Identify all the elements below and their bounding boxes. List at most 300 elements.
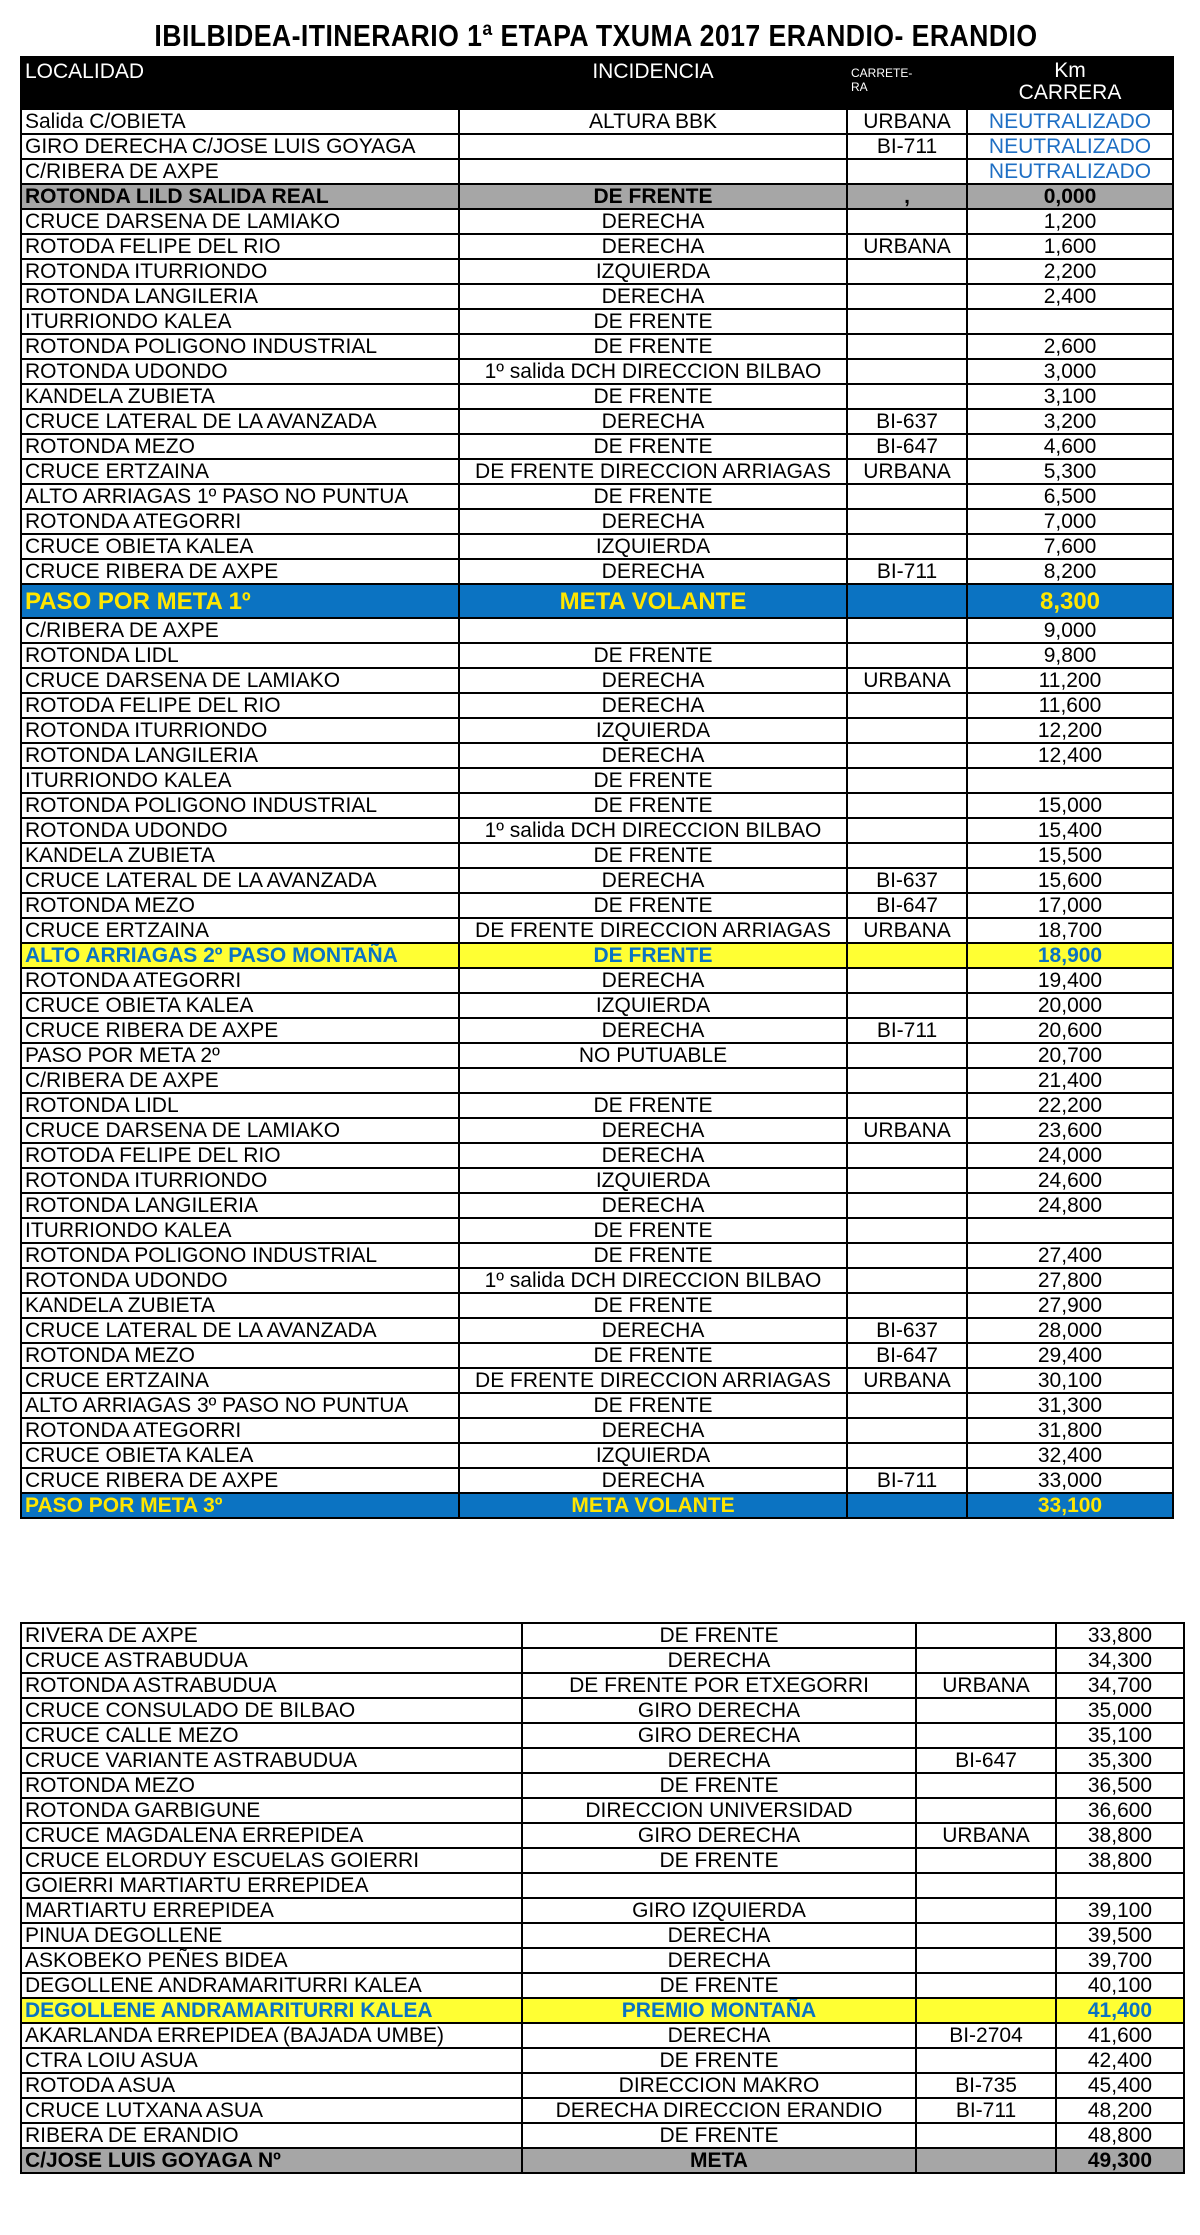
cell-km: 49,300 — [1056, 2148, 1184, 2173]
cell-km: 40,100 — [1056, 1973, 1184, 1998]
cell-km: 18,700 — [967, 918, 1173, 943]
cell-incidencia — [459, 159, 847, 184]
cell-localidad: ROTONDA POLIGONO INDUSTRIAL — [21, 1243, 459, 1268]
cell-localidad: ROTONDA MEZO — [21, 893, 459, 918]
cell-km: 1,600 — [967, 234, 1173, 259]
cell-incidencia: DE FRENTE — [459, 1243, 847, 1268]
cell-carretera — [847, 643, 967, 668]
table-row — [21, 2048, 1184, 2073]
cell-carretera: URBANA — [847, 109, 967, 134]
cell-incidencia — [459, 1068, 847, 1093]
cell-carretera — [916, 1773, 1056, 1798]
cell-carretera: BI-711 — [847, 1018, 967, 1043]
cell-carretera: BI-637 — [847, 1318, 967, 1343]
cell-localidad: ITURRIONDO KALEA — [21, 768, 459, 793]
cell-carretera: BI-711 — [847, 1468, 967, 1493]
cell-carretera: , — [847, 184, 967, 209]
table-row — [21, 868, 1173, 893]
cell-incidencia: DE FRENTE POR ETXEGORRI — [522, 1673, 916, 1698]
cell-km: 48,800 — [1056, 2123, 1184, 2148]
table-row — [21, 1723, 1184, 1748]
cell-localidad: CRUCE LUTXANA ASUA — [21, 2098, 522, 2123]
cell-carretera — [847, 334, 967, 359]
cell-localidad: PASO POR META 2º — [21, 1043, 459, 1068]
cell-incidencia: DERECHA — [522, 1648, 916, 1673]
cell-incidencia: DE FRENTE — [459, 334, 847, 359]
table-row — [21, 943, 1173, 968]
table-row — [21, 1168, 1173, 1193]
table-row — [21, 818, 1173, 843]
table-row — [21, 134, 1173, 159]
table-row — [21, 559, 1173, 584]
cell-carretera — [847, 209, 967, 234]
cell-localidad: ALTO ARRIAGAS 2º PASO MONTAÑA — [21, 943, 459, 968]
cell-localidad: CRUCE VARIANTE ASTRABUDUA — [21, 1748, 522, 1773]
table-row — [21, 1998, 1184, 2023]
table-row — [21, 1748, 1184, 1773]
cell-incidencia: IZQUIERDA — [459, 1443, 847, 1468]
cell-carretera — [916, 1973, 1056, 1998]
cell-km: 6,500 — [967, 484, 1173, 509]
cell-km: NEUTRALIZADO — [967, 159, 1173, 184]
cell-incidencia: DE FRENTE DIRECCION ARRIAGAS — [459, 459, 847, 484]
cell-carretera — [916, 1848, 1056, 1873]
cell-km: 35,000 — [1056, 1698, 1184, 1723]
cell-km: 27,400 — [967, 1243, 1173, 1268]
cell-incidencia: IZQUIERDA — [459, 534, 847, 559]
table-row — [21, 843, 1173, 868]
cell-incidencia: META VOLANTE — [459, 1493, 847, 1518]
cell-incidencia: DE FRENTE — [522, 2048, 916, 2073]
cell-localidad: CRUCE LATERAL DE LA AVANZADA — [21, 868, 459, 893]
cell-carretera — [916, 2048, 1056, 2073]
cell-km: 38,800 — [1056, 1848, 1184, 1873]
cell-carretera — [847, 718, 967, 743]
cell-km: 27,900 — [967, 1293, 1173, 1318]
cell-carretera: URBANA — [847, 234, 967, 259]
cell-km: 23,600 — [967, 1118, 1173, 1143]
cell-km: 28,000 — [967, 1318, 1173, 1343]
cell-localidad: ROTODA FELIPE DEL RIO — [21, 693, 459, 718]
cell-km: 7,600 — [967, 534, 1173, 559]
cell-incidencia: DERECHA — [459, 868, 847, 893]
cell-localidad: ROTODA FELIPE DEL RIO — [21, 1143, 459, 1168]
cell-carretera: BI-711 — [916, 2098, 1056, 2123]
cell-incidencia: DE FRENTE — [459, 1393, 847, 1418]
cell-km: 8,200 — [967, 559, 1173, 584]
cell-incidencia: DE FRENTE — [522, 2123, 916, 2148]
cell-incidencia: META VOLANTE — [459, 584, 847, 618]
cell-incidencia: DE FRENTE — [522, 1848, 916, 1873]
cell-incidencia — [459, 134, 847, 159]
cell-km: 3,000 — [967, 359, 1173, 384]
table-row — [21, 484, 1173, 509]
itinerary-table — [20, 56, 1174, 1519]
cell-incidencia: DE FRENTE DIRECCION ARRIAGAS — [459, 1368, 847, 1393]
table-row — [21, 1018, 1173, 1043]
table-row — [21, 1068, 1173, 1093]
cell-km — [967, 1218, 1173, 1243]
cell-localidad: ROTONDA ATEGORRI — [21, 1418, 459, 1443]
header-localidad: LOCALIDAD — [21, 57, 459, 109]
cell-km: 24,800 — [967, 1193, 1173, 1218]
table-row — [21, 1873, 1184, 1898]
cell-localidad: ROTODA ASUA — [21, 2073, 522, 2098]
cell-km: 22,200 — [967, 1093, 1173, 1118]
cell-localidad: ROTONDA MEZO — [21, 1343, 459, 1368]
cell-carretera — [847, 484, 967, 509]
cell-localidad: MARTIARTU ERREPIDEA — [21, 1898, 522, 1923]
cell-localidad: ROTONDA ATEGORRI — [21, 509, 459, 534]
table-row — [21, 109, 1173, 134]
cell-km: 18,900 — [967, 943, 1173, 968]
cell-km: 9,000 — [967, 618, 1173, 643]
cell-incidencia: DERECHA — [459, 1318, 847, 1343]
cell-localidad: Salida C/OBIETA — [21, 109, 459, 134]
cell-carretera — [847, 584, 967, 618]
cell-incidencia: DE FRENTE — [459, 1218, 847, 1243]
cell-carretera — [916, 1698, 1056, 1723]
cell-incidencia: DE FRENTE — [459, 643, 847, 668]
cell-localidad: ROTONDA MEZO — [21, 434, 459, 459]
cell-incidencia: DERECHA — [459, 284, 847, 309]
cell-km: 30,100 — [967, 1368, 1173, 1393]
cell-km: 20,000 — [967, 993, 1173, 1018]
cell-localidad: CRUCE ASTRABUDUA — [21, 1648, 522, 1673]
cell-km: 15,400 — [967, 818, 1173, 843]
cell-localidad: CRUCE RIBERA DE AXPE — [21, 1018, 459, 1043]
cell-carretera — [847, 1093, 967, 1118]
cell-carretera — [847, 309, 967, 334]
cell-incidencia: IZQUIERDA — [459, 993, 847, 1018]
cell-carretera: URBANA — [847, 668, 967, 693]
table-row — [21, 434, 1173, 459]
cell-km: 33,800 — [1056, 1623, 1184, 1648]
cell-incidencia: 1º salida DCH DIRECCION BILBAO — [459, 818, 847, 843]
cell-carretera — [847, 1068, 967, 1093]
cell-incidencia: DERECHA — [522, 2023, 916, 2048]
cell-incidencia: DE FRENTE — [459, 434, 847, 459]
cell-incidencia — [522, 1873, 916, 1898]
cell-km: 7,000 — [967, 509, 1173, 534]
cell-localidad: RIBERA DE ERANDIO — [21, 2123, 522, 2148]
table-row — [21, 1848, 1184, 1873]
cell-localidad: DEGOLLENE ANDRAMARITURRI KALEA — [21, 1998, 522, 2023]
cell-km: 20,700 — [967, 1043, 1173, 1068]
cell-localidad: CRUCE DARSENA DE LAMIAKO — [21, 1118, 459, 1143]
cell-localidad: ROTONDA GARBIGUNE — [21, 1798, 522, 1823]
cell-localidad: ROTONDA LANGILERIA — [21, 284, 459, 309]
cell-localidad: ROTONDA UDONDO — [21, 1268, 459, 1293]
table-row — [21, 359, 1173, 384]
table-row — [21, 618, 1173, 643]
cell-carretera — [847, 534, 967, 559]
cell-carretera — [847, 1243, 967, 1268]
cell-carretera — [916, 1873, 1056, 1898]
table-row — [21, 259, 1173, 284]
table-row — [21, 409, 1173, 434]
cell-km: 27,800 — [967, 1268, 1173, 1293]
cell-carretera — [847, 843, 967, 868]
cell-localidad: ROTONDA UDONDO — [21, 818, 459, 843]
cell-km: 35,300 — [1056, 1748, 1184, 1773]
cell-localidad: C/RIBERA DE AXPE — [21, 1068, 459, 1093]
cell-km: 34,300 — [1056, 1648, 1184, 1673]
cell-localidad: C/RIBERA DE AXPE — [21, 159, 459, 184]
table-row — [21, 1673, 1184, 1698]
cell-km: 2,400 — [967, 284, 1173, 309]
cell-incidencia: DERECHA — [459, 1418, 847, 1443]
cell-localidad: DEGOLLENE ANDRAMARITURRI KALEA — [21, 1973, 522, 1998]
page-title: IBILBIDEA-ITINERARIO 1ª ETAPA TXUMA 2017 ERANDIO- ERANDIO — [154, 18, 1038, 53]
cell-incidencia: DERECHA — [459, 559, 847, 584]
cell-incidencia: DERECHA — [459, 234, 847, 259]
cell-km: 35,100 — [1056, 1723, 1184, 1748]
cell-carretera — [916, 1998, 1056, 2023]
cell-localidad: CTRA LOIU ASUA — [21, 2048, 522, 2073]
cell-incidencia: DE FRENTE — [459, 309, 847, 334]
cell-incidencia: DE FRENTE — [522, 1773, 916, 1798]
table-row — [21, 159, 1173, 184]
cell-localidad: ROTONDA ITURRIONDO — [21, 718, 459, 743]
cell-localidad: CRUCE RIBERA DE AXPE — [21, 1468, 459, 1493]
cell-km: 24,600 — [967, 1168, 1173, 1193]
table-row — [21, 1648, 1184, 1673]
cell-carretera — [847, 768, 967, 793]
cell-km: 17,000 — [967, 893, 1173, 918]
cell-localidad: KANDELA ZUBIETA — [21, 843, 459, 868]
cell-incidencia: GIRO DERECHA — [522, 1823, 916, 1848]
cell-incidencia: DERECHA — [459, 209, 847, 234]
cell-km: 12,200 — [967, 718, 1173, 743]
cell-carretera — [847, 943, 967, 968]
cell-carretera — [847, 259, 967, 284]
cell-km: 36,600 — [1056, 1798, 1184, 1823]
table-row — [21, 1443, 1173, 1468]
cell-incidencia: IZQUIERDA — [459, 259, 847, 284]
cell-km: 11,200 — [967, 668, 1173, 693]
cell-incidencia: DE FRENTE — [459, 384, 847, 409]
table-row — [21, 643, 1173, 668]
table-row — [21, 2148, 1184, 2173]
cell-km: 34,700 — [1056, 1673, 1184, 1698]
cell-incidencia: IZQUIERDA — [459, 1168, 847, 1193]
cell-incidencia: DE FRENTE — [459, 768, 847, 793]
cell-localidad: ASKOBEKO PEÑES BIDEA — [21, 1948, 522, 1973]
cell-localidad: RIVERA DE AXPE — [21, 1623, 522, 1648]
cell-carretera: BI-647 — [916, 1748, 1056, 1773]
table-row — [21, 793, 1173, 818]
cell-km: 1,200 — [967, 209, 1173, 234]
cell-incidencia: DE FRENTE — [459, 1293, 847, 1318]
cell-incidencia: DERECHA — [522, 1748, 916, 1773]
cell-incidencia: DE FRENTE — [522, 1623, 916, 1648]
cell-carretera — [916, 2123, 1056, 2148]
cell-localidad: CRUCE ELORDUY ESCUELAS GOIERRI — [21, 1848, 522, 1873]
table-row — [21, 1898, 1184, 1923]
cell-incidencia: DERECHA — [459, 743, 847, 768]
cell-km: 9,800 — [967, 643, 1173, 668]
cell-carretera — [847, 1493, 967, 1518]
cell-localidad: ROTONDA ITURRIONDO — [21, 1168, 459, 1193]
cell-km: 24,000 — [967, 1143, 1173, 1168]
cell-localidad: GIRO DERECHA C/JOSE LUIS GOYAGA — [21, 134, 459, 159]
table-row — [21, 584, 1173, 618]
cell-localidad: KANDELA ZUBIETA — [21, 384, 459, 409]
cell-carretera — [847, 1418, 967, 1443]
table-row — [21, 768, 1173, 793]
cell-carretera: BI-647 — [847, 1343, 967, 1368]
header-km — [967, 57, 1173, 109]
cell-incidencia: DERECHA — [459, 1143, 847, 1168]
cell-carretera — [847, 1293, 967, 1318]
cell-incidencia: DERECHA — [522, 1948, 916, 1973]
table-row — [21, 1698, 1184, 1723]
cell-incidencia: DE FRENTE — [459, 793, 847, 818]
table-row — [21, 743, 1173, 768]
cell-localidad: ROTONDA LIDL — [21, 1093, 459, 1118]
cell-localidad: PASO POR META 3º — [21, 1493, 459, 1518]
cell-localidad: ROTONDA LILD SALIDA REAL — [21, 184, 459, 209]
cell-carretera: BI-647 — [847, 893, 967, 918]
header-carretera-line1: CARRETE- — [851, 66, 913, 80]
cell-carretera: URBANA — [916, 1823, 1056, 1848]
cell-km: 38,800 — [1056, 1823, 1184, 1848]
table-row — [21, 1318, 1173, 1343]
cell-incidencia: DERECHA — [459, 668, 847, 693]
cell-carretera — [916, 1923, 1056, 1948]
cell-localidad: ITURRIONDO KALEA — [21, 1218, 459, 1243]
cell-carretera: BI-711 — [847, 134, 967, 159]
table-row — [21, 2098, 1184, 2123]
cell-carretera: BI-637 — [847, 409, 967, 434]
cell-localidad: ALTO ARRIAGAS 1º PASO NO PUNTUA — [21, 484, 459, 509]
cell-localidad: PASO POR META 1º — [21, 584, 459, 618]
table-row — [21, 1948, 1184, 1973]
cell-carretera — [847, 359, 967, 384]
table-row — [21, 1043, 1173, 1068]
cell-localidad: ROTONDA MEZO — [21, 1773, 522, 1798]
cell-incidencia: GIRO DERECHA — [522, 1723, 916, 1748]
cell-localidad: ROTONDA ATEGORRI — [21, 968, 459, 993]
header-km-line1: Km — [1054, 59, 1086, 82]
table-row — [21, 284, 1173, 309]
cell-km: 39,500 — [1056, 1923, 1184, 1948]
cell-localidad: GOIERRI MARTIARTU ERREPIDEA — [21, 1873, 522, 1898]
cell-incidencia: GIRO DERECHA — [522, 1698, 916, 1723]
header-carretera-line2: RA — [851, 80, 868, 94]
cell-carretera — [847, 1443, 967, 1468]
cell-km: 3,100 — [967, 384, 1173, 409]
cell-km — [1056, 1873, 1184, 1898]
cell-km: 41,600 — [1056, 2023, 1184, 2048]
cell-carretera — [916, 1798, 1056, 1823]
cell-km: 33,100 — [967, 1493, 1173, 1518]
cell-km: 12,400 — [967, 743, 1173, 768]
cell-localidad: CRUCE RIBERA DE AXPE — [21, 559, 459, 584]
cell-carretera — [916, 1623, 1056, 1648]
cell-incidencia: DE FRENTE — [459, 943, 847, 968]
table-row — [21, 1093, 1173, 1118]
cell-localidad: PINUA DEGOLLENE — [21, 1923, 522, 1948]
cell-localidad: ROTONDA POLIGONO INDUSTRIAL — [21, 793, 459, 818]
cell-incidencia: DERECHA — [459, 1468, 847, 1493]
cell-incidencia: DE FRENTE — [459, 893, 847, 918]
cell-km — [967, 768, 1173, 793]
cell-carretera — [847, 993, 967, 1018]
table-row — [21, 534, 1173, 559]
table-row — [21, 1393, 1173, 1418]
cell-km: 15,600 — [967, 868, 1173, 893]
cell-incidencia: NO PUTUABLE — [459, 1043, 847, 1068]
cell-incidencia: DERECHA — [459, 509, 847, 534]
cell-carretera — [847, 1168, 967, 1193]
cell-km: 4,600 — [967, 434, 1173, 459]
cell-carretera — [847, 693, 967, 718]
cell-km: 39,700 — [1056, 1948, 1184, 1973]
header-carretera — [847, 57, 967, 109]
cell-localidad: CRUCE OBIETA KALEA — [21, 1443, 459, 1468]
cell-carretera — [916, 2148, 1056, 2173]
cell-km: NEUTRALIZADO — [967, 134, 1173, 159]
cell-incidencia: DERECHA — [459, 1018, 847, 1043]
cell-km: 33,000 — [967, 1468, 1173, 1493]
cell-km: 15,500 — [967, 843, 1173, 868]
cell-localidad: CRUCE DARSENA DE LAMIAKO — [21, 668, 459, 693]
cell-incidencia: 1º salida DCH DIRECCION BILBAO — [459, 1268, 847, 1293]
cell-km: 3,200 — [967, 409, 1173, 434]
cell-localidad: ROTONDA LIDL — [21, 643, 459, 668]
cell-km: 29,400 — [967, 1343, 1173, 1368]
cell-incidencia: DE FRENTE — [459, 1343, 847, 1368]
cell-km: 31,800 — [967, 1418, 1173, 1443]
cell-carretera: URBANA — [916, 1673, 1056, 1698]
cell-incidencia: IZQUIERDA — [459, 718, 847, 743]
cell-carretera: URBANA — [847, 459, 967, 484]
table-row — [21, 2073, 1184, 2098]
table-row — [21, 893, 1173, 918]
cell-localidad: ROTONDA ITURRIONDO — [21, 259, 459, 284]
table-row — [21, 1468, 1173, 1493]
cell-incidencia: META — [522, 2148, 916, 2173]
cell-km: 5,300 — [967, 459, 1173, 484]
cell-localidad: C/JOSE LUIS GOYAGA Nº — [21, 2148, 522, 2173]
table-row — [21, 2123, 1184, 2148]
table-row — [21, 1343, 1173, 1368]
table-row — [21, 1268, 1173, 1293]
cell-carretera: BI-647 — [847, 434, 967, 459]
cell-km: 39,100 — [1056, 1898, 1184, 1923]
cell-incidencia: DERECHA — [459, 693, 847, 718]
table-row — [21, 234, 1173, 259]
cell-carretera: URBANA — [847, 1368, 967, 1393]
cell-incidencia: DIRECCION UNIVERSIDAD — [522, 1798, 916, 1823]
cell-incidencia: ALTURA BBK — [459, 109, 847, 134]
cell-km: 41,400 — [1056, 1998, 1184, 2023]
cell-incidencia: DIRECCION MAKRO — [522, 2073, 916, 2098]
cell-incidencia: 1º salida DCH DIRECCION BILBAO — [459, 359, 847, 384]
cell-km: 0,000 — [967, 184, 1173, 209]
cell-localidad: CRUCE ERTZAINA — [21, 459, 459, 484]
table-row — [21, 459, 1173, 484]
cell-localidad: ROTONDA LANGILERIA — [21, 743, 459, 768]
header-km-line2: CARRERA — [1018, 81, 1122, 104]
table-row — [21, 1118, 1173, 1143]
cell-incidencia: DERECHA — [522, 1923, 916, 1948]
table-row — [21, 1493, 1173, 1518]
header-incidencia: INCIDENCIA — [459, 57, 847, 109]
table-row — [21, 1193, 1173, 1218]
